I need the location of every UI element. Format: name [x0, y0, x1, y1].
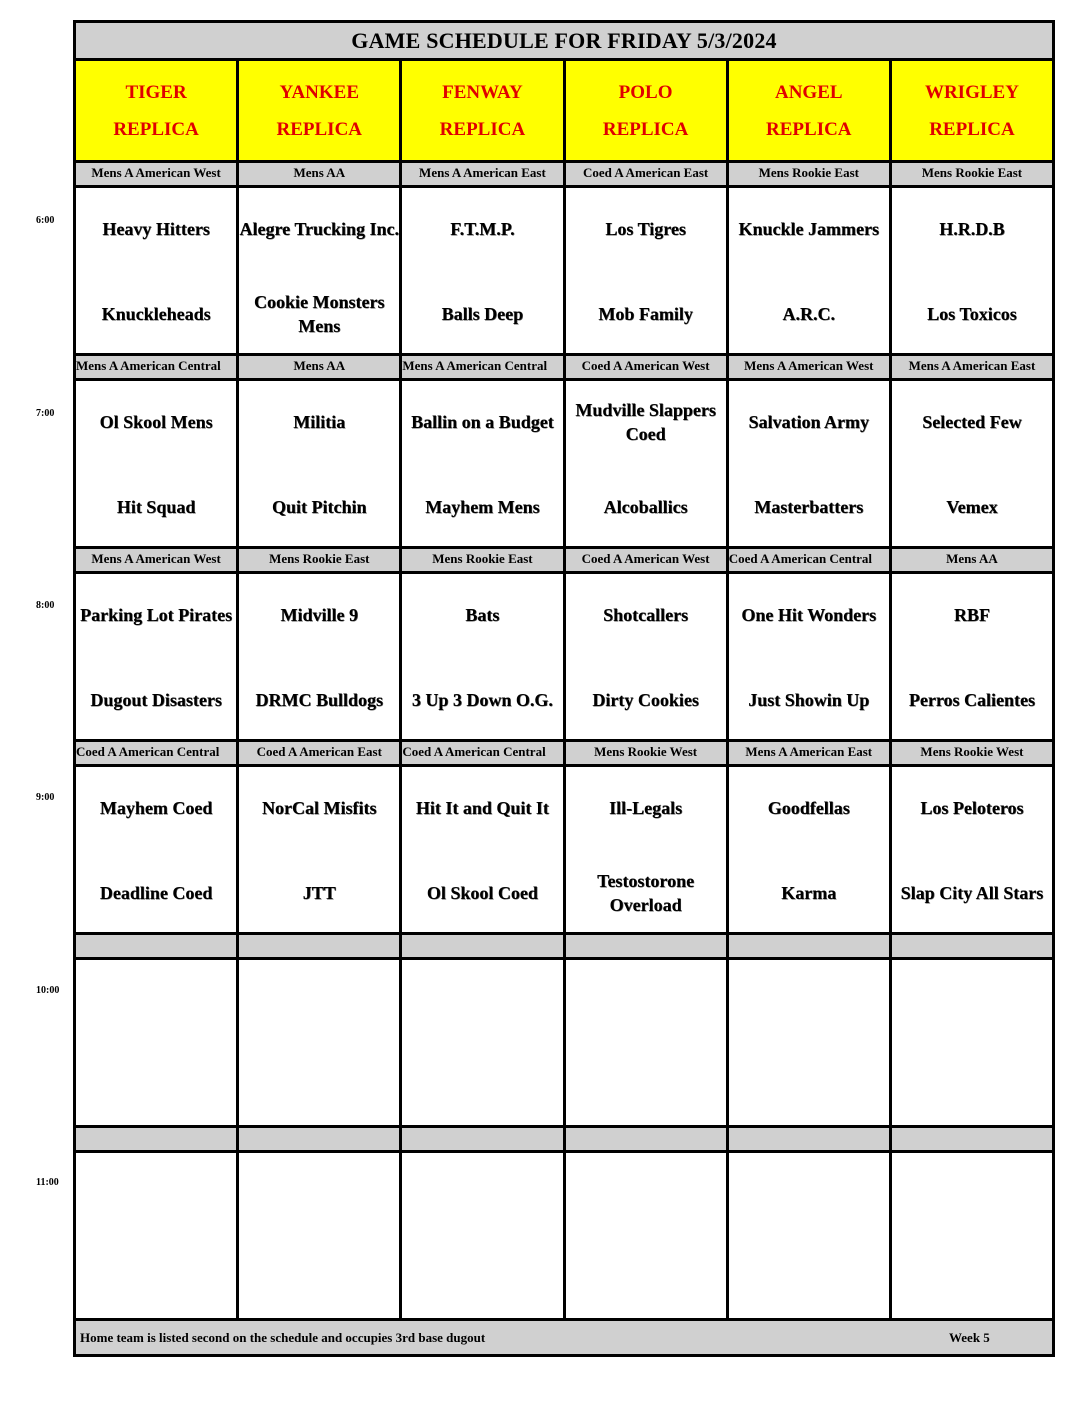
field-name: POLO — [618, 81, 673, 103]
division-label: Mens AA — [239, 163, 402, 185]
away-team: One Hit Wonders — [741, 605, 877, 625]
field-sub: REPLICA — [602, 118, 689, 140]
field-header — [729, 61, 892, 160]
home-team: DRMC Bulldogs — [255, 690, 384, 710]
time-label: 11:00 — [36, 1177, 59, 1188]
game-cell — [566, 188, 729, 353]
game-row — [76, 1153, 1052, 1321]
division-row — [76, 1128, 1052, 1153]
game-cell — [729, 188, 892, 353]
home-team: 3 Up 3 Down O.G. — [411, 690, 553, 710]
home-team: Slap City All Stars — [900, 883, 1044, 903]
away-team: Ill-Legals — [609, 798, 683, 818]
division-label: Mens Rookie East — [402, 549, 565, 571]
time-label: 8:00 — [36, 600, 55, 611]
game-cell — [239, 574, 402, 739]
away-team: Bats — [465, 605, 500, 625]
home-team: Balls Deep — [441, 304, 524, 324]
game-cell — [239, 767, 402, 932]
game-cell — [729, 381, 892, 546]
game-cell — [566, 960, 729, 1125]
division-label: Coed A American West — [566, 549, 729, 571]
game-cell — [76, 767, 239, 932]
game-cell — [729, 960, 892, 1125]
home-team: Perros Calientes — [908, 690, 1036, 710]
game-cell — [729, 767, 892, 932]
game-cell — [892, 381, 1052, 546]
field-name: FENWAY — [442, 81, 523, 103]
division-label: Mens AA — [892, 549, 1052, 571]
game-cell — [892, 574, 1052, 739]
game-cell — [76, 381, 239, 546]
field-name: ANGEL — [774, 81, 843, 103]
away-team: Selected Few — [922, 412, 1022, 432]
away-team: Salvation Army — [748, 412, 870, 432]
division-row — [76, 163, 1052, 188]
division-label — [566, 935, 729, 957]
division-label: Mens A American West — [76, 549, 239, 571]
division-label: Mens A American West — [729, 356, 892, 378]
away-team: Ol Skool Mens — [99, 412, 213, 432]
field-header-row — [76, 61, 1052, 163]
away-team: Ballin on a Budget — [411, 412, 554, 432]
division-label: Coed A American Central — [729, 549, 892, 571]
division-label: Coed A American Central — [76, 742, 239, 764]
field-sub: REPLICA — [113, 118, 199, 140]
away-team: Knuckle Jammers — [738, 219, 880, 239]
away-team: Mayhem Coed — [99, 798, 213, 818]
footer-bar — [76, 1321, 1052, 1354]
division-label — [892, 935, 1052, 957]
home-team: Alcoballics — [603, 497, 688, 517]
field-header — [566, 61, 729, 160]
home-team: Just Showin Up — [748, 690, 870, 710]
away-team: Shotcallers — [603, 605, 689, 625]
game-cell — [402, 188, 565, 353]
away-team: Alegre Trucking Inc. — [239, 219, 400, 239]
home-team: JTT — [302, 883, 336, 903]
away-team: H.R.D.B — [939, 219, 1005, 239]
field-header — [76, 61, 239, 160]
game-cell — [402, 381, 565, 546]
home-team: Los Toxicos — [927, 304, 1017, 324]
division-label: Coed A American East — [566, 163, 729, 185]
game-cell — [76, 574, 239, 739]
home-team: Quit Pitchin — [272, 497, 367, 517]
away-team: Parking Lot Pirates — [80, 605, 233, 625]
away-team: Midville 9 — [280, 605, 358, 625]
division-label: Mens AA — [239, 356, 402, 378]
time-label: 10:00 — [36, 985, 60, 996]
division-label — [892, 1128, 1052, 1150]
game-cell — [566, 767, 729, 932]
field-name: TIGER — [125, 81, 187, 103]
division-label — [566, 1128, 729, 1150]
game-cell — [402, 1153, 565, 1318]
division-label: Coed A American East — [239, 742, 402, 764]
division-label: Mens A American East — [729, 742, 892, 764]
game-cell — [239, 960, 402, 1125]
game-cell — [892, 1153, 1052, 1318]
field-header — [239, 61, 402, 160]
game-cell — [566, 381, 729, 546]
division-label: Coed A American Central — [402, 742, 565, 764]
away-team: Goodfellas — [767, 798, 850, 818]
home-team: Dugout Disasters — [90, 690, 222, 710]
game-row — [76, 188, 1052, 356]
away-team: Hit It and Quit It — [415, 798, 549, 818]
field-sub: REPLICA — [766, 118, 852, 140]
game-row — [76, 767, 1052, 935]
division-label: Mens A American Central — [76, 356, 239, 378]
division-row — [76, 549, 1052, 574]
home-team: Mob Family — [598, 304, 693, 324]
game-cell — [566, 1153, 729, 1318]
division-label: Mens Rookie East — [729, 163, 892, 185]
home-team: Knuckleheads — [101, 304, 211, 324]
home-team: Karma — [781, 883, 837, 903]
division-row — [76, 742, 1052, 767]
page-title: GAME SCHEDULE FOR FRIDAY 5/3/2024 — [76, 23, 1052, 61]
division-label — [729, 935, 892, 957]
game-cell — [402, 767, 565, 932]
time-label: 6:00 — [36, 215, 55, 226]
home-team: Masterbatters — [754, 497, 864, 517]
time-label: 9:00 — [36, 792, 55, 803]
time-label: 7:00 — [36, 408, 55, 419]
game-cell — [892, 960, 1052, 1125]
home-team: Hit Squad — [116, 497, 196, 517]
away-team: RBF — [953, 605, 990, 625]
game-cell — [402, 574, 565, 739]
field-name: WRIGLEY — [924, 81, 1019, 103]
away-team: NorCal Misfits — [262, 798, 377, 818]
game-row — [76, 574, 1052, 742]
away-team: F.T.M.P. — [450, 219, 515, 239]
field-sub: REPLICA — [439, 118, 526, 140]
division-label: Mens A American Central — [402, 356, 565, 378]
away-team: Los Tigres — [605, 219, 686, 239]
home-team: Deadline Coed — [99, 883, 213, 903]
away-team: Los Peloteros — [920, 798, 1024, 818]
game-cell — [76, 960, 239, 1125]
game-cell — [729, 1153, 892, 1318]
division-label — [402, 1128, 565, 1150]
division-label — [76, 1128, 239, 1150]
week-label: Week 5 — [949, 1329, 990, 1345]
away-team: Heavy Hitters — [102, 219, 210, 239]
division-label: Coed A American West — [566, 356, 729, 378]
home-team: Vemex — [946, 497, 998, 517]
division-label — [402, 935, 565, 957]
division-label: Mens A American East — [402, 163, 565, 185]
game-cell — [892, 767, 1052, 932]
division-label: Mens Rookie East — [239, 549, 402, 571]
division-label — [239, 935, 402, 957]
home-team: Testostorone Overload — [597, 871, 695, 915]
game-cell — [76, 188, 239, 353]
game-cell — [239, 188, 402, 353]
home-team: A.R.C. — [782, 304, 836, 324]
time-column — [0, 0, 75, 1408]
game-cell — [239, 1153, 402, 1318]
away-team: Mudville Slappers Coed — [575, 400, 716, 444]
division-row — [76, 356, 1052, 381]
division-label: Mens Rookie West — [566, 742, 729, 764]
game-row — [76, 960, 1052, 1128]
game-cell — [76, 1153, 239, 1318]
field-name: YANKEE — [279, 81, 360, 103]
home-team: Ol Skool Coed — [426, 883, 538, 903]
away-team: Militia — [293, 412, 346, 432]
home-team: Dirty Cookies — [592, 690, 699, 710]
game-cell — [892, 188, 1052, 353]
game-cell — [239, 381, 402, 546]
schedule-table — [73, 20, 1055, 1357]
game-row — [76, 381, 1052, 549]
game-cell — [729, 574, 892, 739]
field-header — [402, 61, 565, 160]
field-sub: REPLICA — [929, 118, 1015, 140]
home-team: Mayhem Mens — [425, 497, 540, 517]
division-label — [729, 1128, 892, 1150]
division-label — [239, 1128, 402, 1150]
field-header — [892, 61, 1052, 160]
game-cell — [566, 574, 729, 739]
division-label: Mens Rookie East — [892, 163, 1052, 185]
division-label — [76, 935, 239, 957]
field-sub: REPLICA — [276, 118, 363, 140]
division-label: Mens A American East — [892, 356, 1052, 378]
division-label: Mens A American West — [76, 163, 239, 185]
footer-note: Home team is listed second on the schedule and occupies 3rd base dugout — [80, 1329, 486, 1345]
division-label: Mens Rookie West — [892, 742, 1052, 764]
home-team: Cookie Monsters Mens — [254, 292, 385, 336]
game-cell — [402, 960, 565, 1125]
division-row — [76, 935, 1052, 960]
